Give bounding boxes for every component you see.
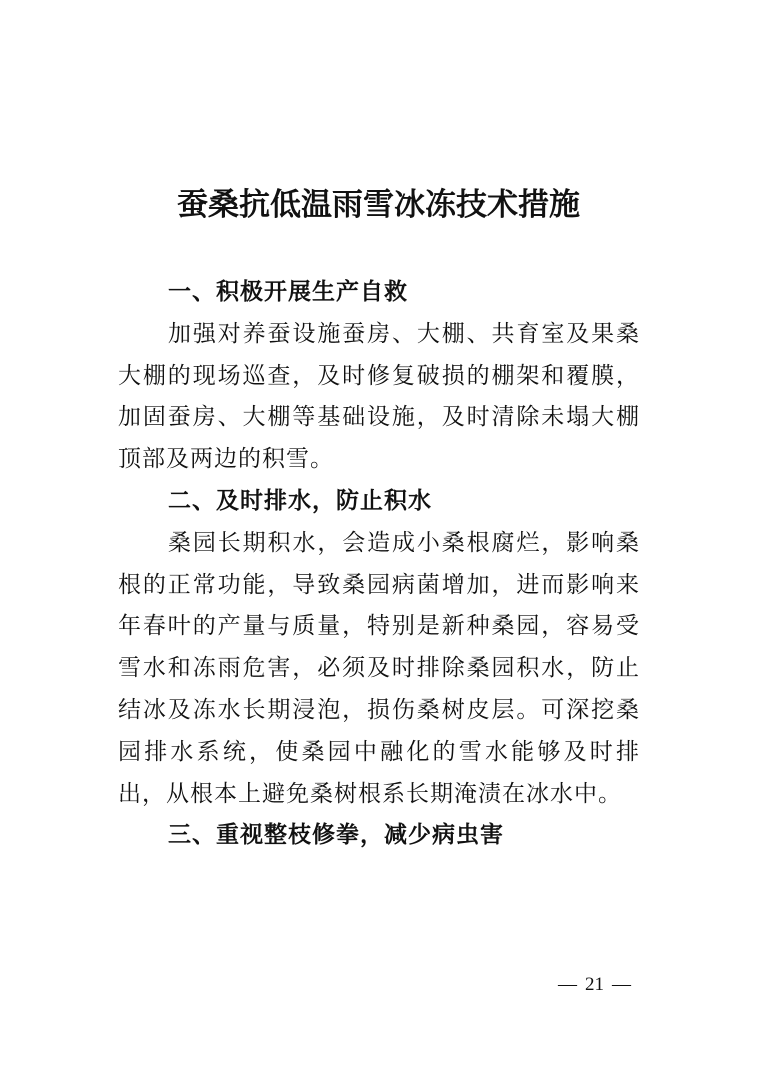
page-number-footer <box>550 972 639 998</box>
section-paragraph-2: 桑园长期积水，会造成小桑根腐烂，影响桑根的正常功能，导致桑园病菌增加，进而影响来年春叶的产量与质量，特别是新种桑园，容易受雪水和冻雨危害，必须及时排除桑园积水，防止结冰及冻水长期浸泡，损伤桑树皮层。可深挖桑园排水系统，使桑园中融化的雪水能够及时排出，从根本上避免桑树根系长期淹渍在冰水中。 <box>118 529 640 807</box>
section-paragraph-1: 加强对养蚕设施蚕房、大棚、共育室及果桑大棚的现场巡查，及时修复破损的棚架和覆膜，加固蚕房、大棚等基础设施，及时清除未塌大棚顶部及两边的积雪。 <box>118 320 640 473</box>
document-title: 蚕桑抗低温雨雪冰冻技术措施 <box>177 186 580 223</box>
section-heading-3: 三、重视整枝修拳，减少病虫害 <box>168 822 504 849</box>
section-heading-1: 一、积极开展生产自救 <box>168 279 408 305</box>
section-heading-2: 二、及时排水，防止积水 <box>168 487 432 514</box>
page-dash-left: — <box>558 974 577 995</box>
document-body <box>118 272 640 857</box>
page-dash-right: — <box>612 974 631 995</box>
page-number: 21 <box>585 974 604 995</box>
